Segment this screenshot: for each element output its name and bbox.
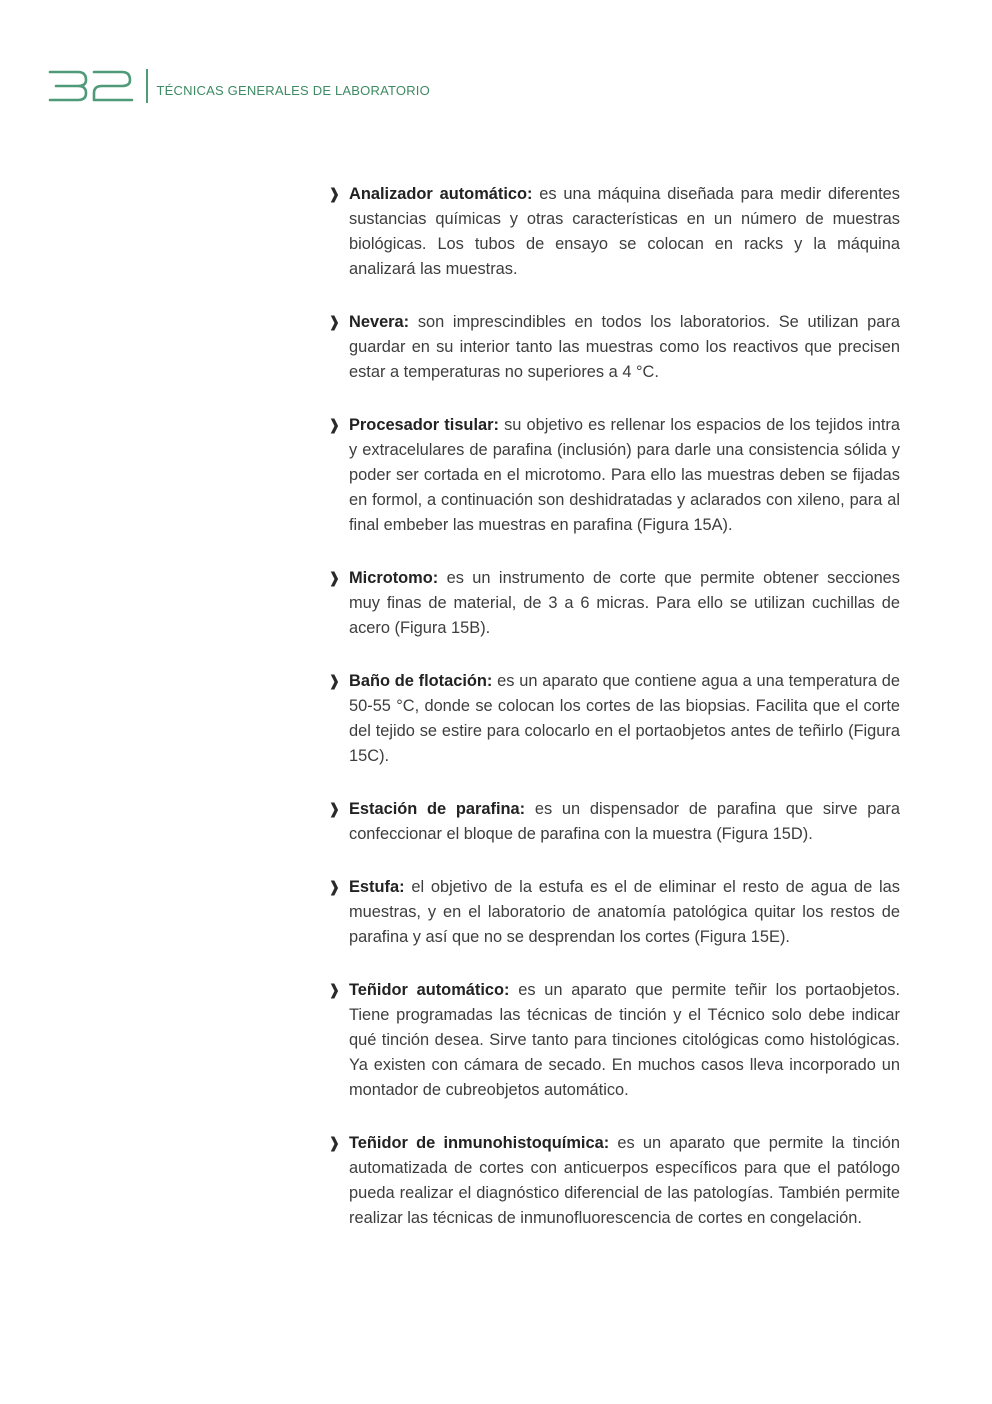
- entry-description: es un aparato que permite la tinción automatizada de cortes con anticuerpos específicos para que el patólogo pueda realizar el diagnóstico diferencial de las patologías. También permite realizar las técnicas de inmunofluorescencia de cortes en congelación.: [349, 1134, 900, 1227]
- entry-term: Baño de flotación:: [349, 672, 493, 690]
- entry-term: Estación de parafina:: [349, 800, 526, 818]
- entry-term: Microtomo:: [349, 569, 439, 587]
- list-item: [328, 182, 900, 282]
- bullet-icon: ❱: [328, 673, 341, 690]
- list-item: [328, 797, 900, 847]
- section-title: TÉCNICAS GENERALES DE LABORATORIO: [156, 82, 430, 98]
- entry-description: es un aparato que contiene agua a una temperatura de 50-55 °C, donde se colocan los cortes de las biopsias. Facilita que el corte del tejido se estire para colocarlo en el portaobjetos antes de teñirlo (Figura 15C).: [349, 672, 900, 765]
- entry-term: Teñidor automático:: [349, 981, 510, 999]
- entry-term: Estufa:: [349, 878, 405, 896]
- bullet-icon: ❱: [328, 801, 341, 818]
- entry-term: Nevera:: [349, 313, 410, 331]
- equipment-list: [328, 182, 900, 1259]
- bullet-icon: ❱: [328, 186, 341, 203]
- list-item: [328, 413, 900, 538]
- page-number: [48, 66, 134, 106]
- bullet-icon: ❱: [328, 314, 341, 331]
- bullet-icon: ❱: [328, 417, 341, 434]
- bullet-icon: ❱: [328, 570, 341, 587]
- entry-description: es un instrumento de corte que permite obtener secciones muy finas de material, de 3 a 6 micras. Para ello se utilizan cuchillas de acero (Figura 15B).: [349, 569, 900, 637]
- entry-description: es un dispensador de parafina que sirve para confeccionar el bloque de parafina con la muestra (Figura 15D).: [349, 800, 900, 843]
- entry-description: es un aparato que permite teñir los portaobjetos. Tiene programadas las técnicas de tinción y el Técnico solo debe indicar qué tinción desea. Sirve tanto para tinciones citológicas como histológicas. Ya existen con cámara de secado. En muchos casos lleva incorporado un montador de cubreobjetos automático.: [349, 981, 901, 1099]
- entry-description: son imprescindibles en todos los laboratorios. Se utilizan para guardar en su interior tanto las muestras como los reactivos que precisen estar a temperaturas no superiores a 4 °C.: [349, 313, 900, 381]
- list-item: [328, 669, 900, 769]
- bullet-icon: ❱: [328, 982, 341, 999]
- entry-term: Analizador automático:: [349, 185, 533, 203]
- page-header: [48, 64, 430, 108]
- entry-description: el objetivo de la estufa es el de eliminar el resto de agua de las muestras, y en el laboratorio de anatomía patológica quitar los restos de parafina y así que no se desprendan los cortes (Figura 15E).: [349, 878, 900, 946]
- entry-description: su objetivo es rellenar los espacios de los tejidos intra y extracelulares de parafina (inclusión) para darle una consistencia sólida y poder ser cortada en el microtomo. Para ello las muestras deben se fijadas en formol, a continuación son deshidratadas y aclarados con xileno, para al final embeber las muestras en parafina (Figura 15A).: [349, 416, 900, 534]
- list-item: [328, 1131, 900, 1231]
- bullet-icon: ❱: [328, 1135, 341, 1152]
- list-item: [328, 566, 900, 641]
- list-item: [328, 978, 900, 1103]
- bullet-icon: ❱: [328, 879, 341, 896]
- entry-description: es una máquina diseñada para medir diferentes sustancias químicas y otras características en un número de muestras biológicas. Los tubos de ensayo se colocan en racks y la máquina analizará las muestras.: [349, 185, 900, 278]
- entry-term: Teñidor de inmunohistoquímica:: [349, 1134, 610, 1152]
- list-item: [328, 875, 900, 950]
- entry-term: Procesador tisular:: [349, 416, 499, 434]
- list-item: [328, 310, 900, 385]
- header-divider: [146, 69, 148, 103]
